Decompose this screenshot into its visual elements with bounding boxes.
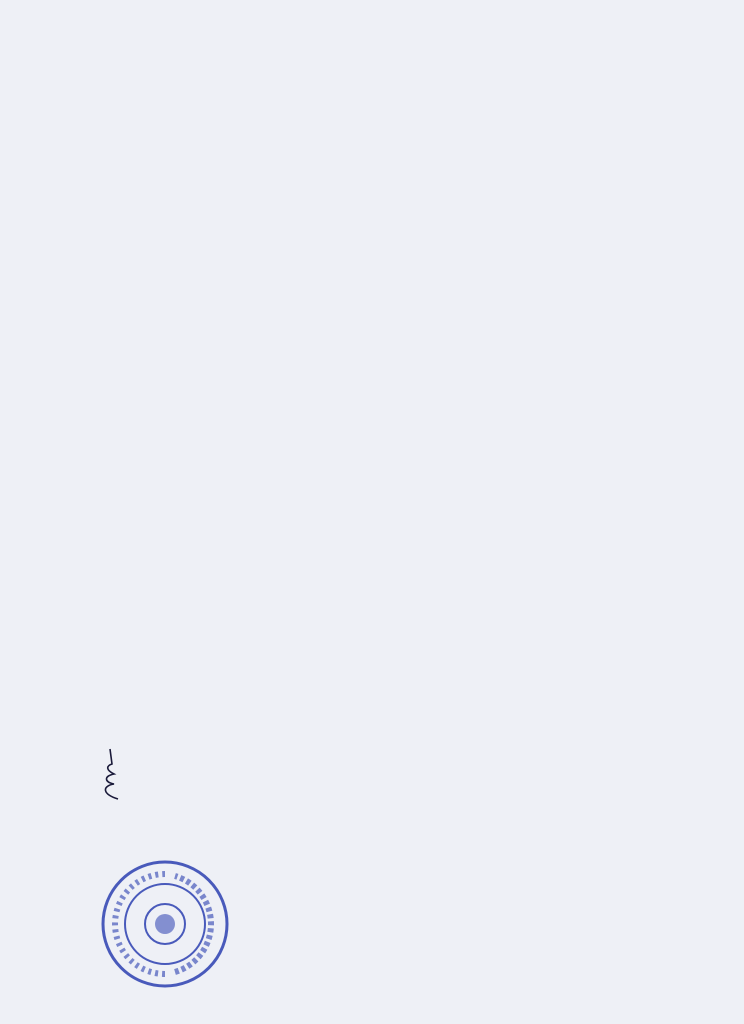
handwritten-signature xyxy=(96,744,126,804)
official-seal-stamp xyxy=(95,854,235,994)
